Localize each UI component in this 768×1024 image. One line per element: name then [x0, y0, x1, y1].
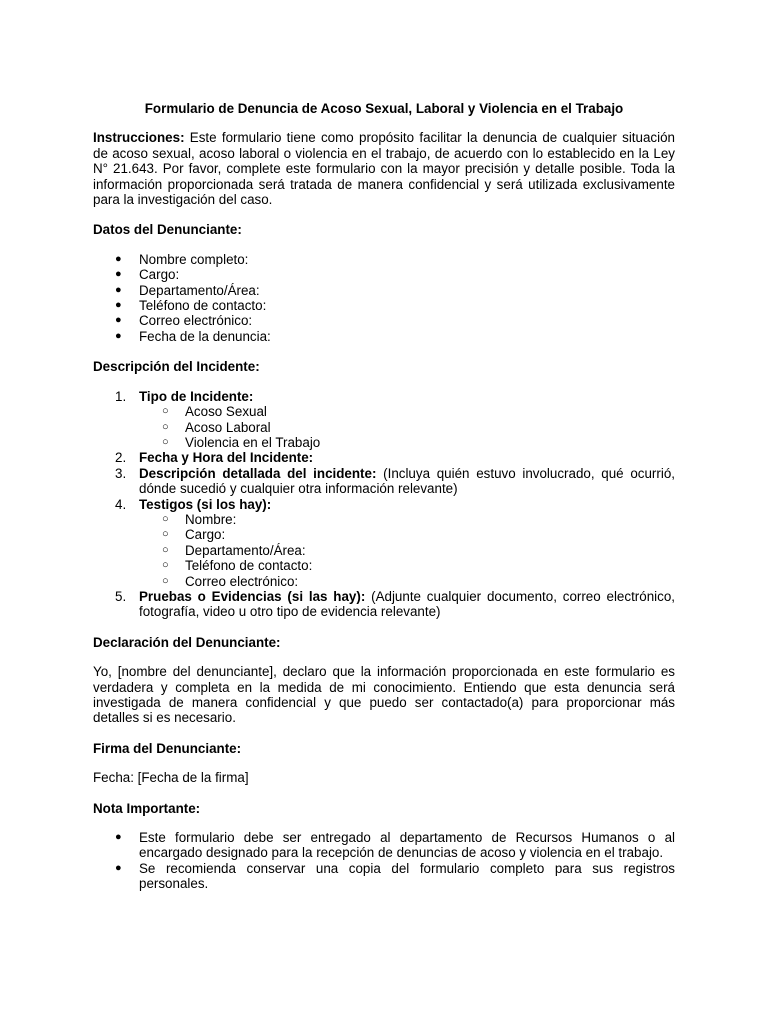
item-number: 1.	[115, 388, 127, 404]
instructions-text: Este formulario tiene como propósito facilitar la denuncia de cualquier situación de acoso sexual, acoso laboral o violencia en el trabajo, de acuerdo con lo establecido en la Ley N° 21.643. Por favor, complete este formulario con la mayor precisión y detalle posible. Toda la información proporcionada será tratada de manera confidencial y será utilizada exclusivamente para la investigación del caso.	[93, 130, 675, 208]
sub-list-item: ○ Cargo:	[139, 527, 675, 542]
instructions-paragraph	[93, 130, 675, 207]
list-item	[93, 389, 675, 451]
document-title: Formulario de Denuncia de Acoso Sexual, Laboral y Violencia en el Trabajo	[144, 101, 624, 116]
document-page	[93, 101, 675, 907]
sub-list-item: ○ Departamento/Área:	[139, 543, 675, 558]
list-item: ● Este formulario debe ser entregado al departamento de Recursos Humanos o al encargado designado para la recepción de denuncias de acoso y violencia en el trabajo.	[93, 830, 675, 861]
list-item	[93, 589, 675, 620]
list-item: ● Departamento/Área:	[93, 283, 675, 298]
nota-list	[93, 830, 675, 892]
list-item: ● Fecha de la denuncia:	[93, 329, 675, 344]
instructions-label: Instrucciones:	[93, 130, 185, 146]
firma-heading: Firma del Denunciante:	[93, 740, 242, 756]
sub-list-item: ○ Violencia en el Trabajo	[139, 435, 675, 450]
item-number: 3.	[115, 465, 127, 481]
item-label: Fecha y Hora del Incidente:	[139, 450, 314, 466]
list-item: ● Correo electrónico:	[93, 313, 675, 328]
sub-list-item: ○ Acoso Sexual	[139, 404, 675, 419]
sub-list-item: ○ Correo electrónico:	[139, 574, 675, 589]
item-text: (Adjunte cualquier documento, correo electrónico, fotografía, video u otro tipo de evidencia relevante)	[139, 588, 675, 620]
item-label: Testigos (si los hay):	[139, 496, 272, 512]
sub-list-item: ○ Acoso Laboral	[139, 420, 675, 435]
list-item	[93, 466, 675, 497]
list-item	[93, 497, 675, 589]
list-item: ● Se recomienda conservar una copia del formulario completo para sus registros personales.	[93, 861, 675, 892]
list-item: ● Teléfono de contacto:	[93, 298, 675, 313]
declaracion-heading: Declaración del Denunciante:	[93, 634, 281, 650]
list-item	[93, 450, 675, 465]
list-item: ● Nombre completo:	[93, 252, 675, 267]
incidente-heading: Descripción del Incidente:	[93, 359, 260, 375]
item-number: 2.	[115, 450, 127, 466]
denunciante-heading: Datos del Denunciante:	[93, 222, 242, 238]
item-number: 5.	[115, 588, 127, 604]
nota-heading: Nota Importante:	[93, 800, 201, 816]
sub-list	[139, 404, 675, 450]
sub-list	[139, 512, 675, 589]
item-label: Descripción detallada del incidente:	[139, 465, 377, 481]
item-text: (Incluya quién estuvo involucrado, qué ocurrió, dónde sucedió y cualquier otra información relevante)	[139, 465, 675, 497]
item-label: Pruebas o Evidencias (si las hay):	[139, 588, 366, 604]
denunciante-list	[93, 252, 675, 344]
firma-date: Fecha: [Fecha de la firma]	[93, 770, 249, 786]
sub-list-item: ○ Teléfono de contacto:	[139, 558, 675, 573]
declaracion-paragraph: Yo, [nombre del denunciante], declaro que la información proporcionada en este formulario es verdadera y completa en la medida de mi conocimiento. Entiendo que esta denuncia será investigada de manera confidencial y que puedo ser contactado(a) para proporcionar más detalles si es necesario.	[93, 664, 675, 726]
incidente-list	[93, 389, 675, 620]
sub-list-item: ○ Nombre:	[139, 512, 675, 527]
item-number: 4.	[115, 496, 127, 512]
item-label: Tipo de Incidente:	[139, 388, 254, 404]
list-item: ● Cargo:	[93, 267, 675, 282]
